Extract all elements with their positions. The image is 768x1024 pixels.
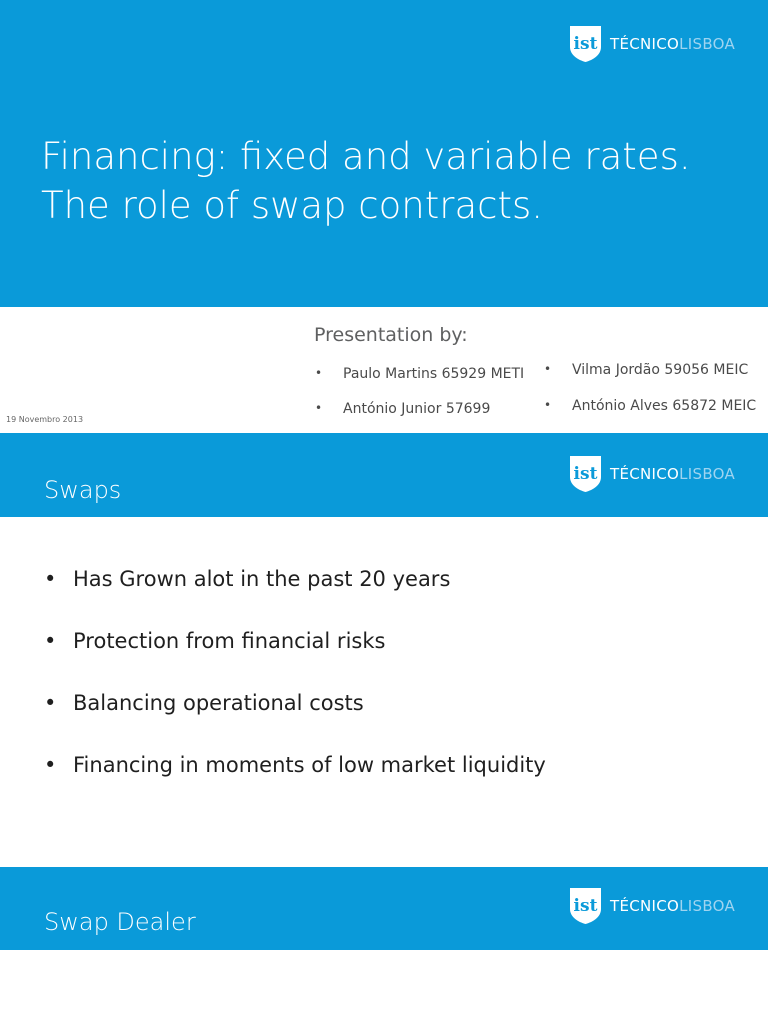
ist-shield-icon bbox=[569, 455, 602, 493]
title-line-2: The role of swap contracts. bbox=[41, 184, 544, 227]
title-slide-body bbox=[0, 307, 768, 433]
swap-dealer-slide-body bbox=[0, 950, 768, 1024]
bullet-icon: • bbox=[544, 398, 552, 412]
author-item bbox=[315, 366, 525, 382]
bullet-icon: • bbox=[44, 567, 57, 591]
brand-name: TÉCNICOLISBOA bbox=[610, 35, 736, 53]
bullet-icon: • bbox=[544, 362, 552, 376]
bullet-icon: • bbox=[315, 366, 323, 380]
svg-text:ist: ist bbox=[573, 896, 598, 916]
brand-name: TÉCNICOLISBOA bbox=[610, 897, 736, 915]
author-name: Vilma Jordão 59056 MEIC bbox=[572, 362, 749, 378]
swaps-slide-body bbox=[0, 517, 768, 867]
bullet-text: Has Grown alot in the past 20 years bbox=[73, 567, 451, 591]
ist-shield-icon bbox=[569, 25, 602, 63]
tecnico-lisboa-logo bbox=[569, 455, 735, 493]
bullet-text: Protection from financial risks bbox=[73, 629, 386, 653]
bullet-text: Financing in moments of low market liquidity bbox=[73, 753, 546, 777]
svg-text:ist: ist bbox=[573, 464, 598, 484]
author-item bbox=[544, 362, 749, 378]
bullet-text: Balancing operational costs bbox=[73, 691, 364, 715]
author-name: António Junior 57699 bbox=[343, 401, 491, 417]
author-item bbox=[315, 401, 491, 417]
bullet-icon: • bbox=[315, 401, 323, 415]
bullet-icon: • bbox=[44, 753, 57, 777]
tecnico-lisboa-logo bbox=[569, 25, 735, 63]
slide-date: 19 Novembro 2013 bbox=[6, 415, 84, 424]
swap-dealer-slide-header bbox=[0, 867, 768, 950]
ist-shield-icon bbox=[569, 887, 602, 925]
slide-title: Swaps bbox=[44, 476, 122, 504]
title-line-1: Financing: fixed and variable rates. bbox=[41, 135, 691, 178]
svg-text:ist: ist bbox=[573, 34, 598, 54]
brand-name: TÉCNICOLISBOA bbox=[610, 465, 736, 483]
bullet-icon: • bbox=[44, 691, 57, 715]
bullet-icon: • bbox=[44, 629, 57, 653]
author-name: Paulo Martins 65929 METI bbox=[343, 366, 525, 382]
presentation-by-label: Presentation by: bbox=[314, 324, 468, 346]
presentation-title bbox=[41, 132, 741, 230]
swaps-slide-header bbox=[0, 433, 768, 517]
author-item bbox=[544, 398, 757, 414]
author-name: António Alves 65872 MEIC bbox=[572, 398, 757, 414]
slide-title: Swap Dealer bbox=[44, 908, 196, 936]
tecnico-lisboa-logo bbox=[569, 887, 735, 925]
title-slide-header bbox=[0, 0, 768, 307]
